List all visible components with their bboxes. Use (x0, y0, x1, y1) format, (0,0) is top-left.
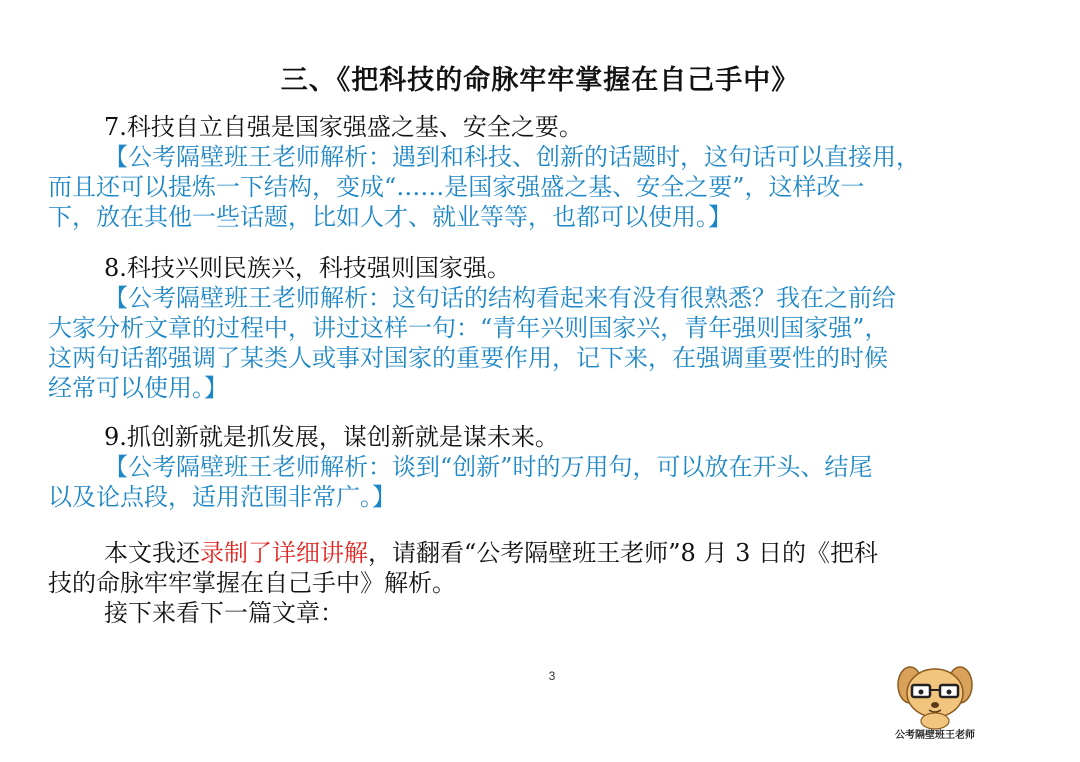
quote-item-7 (48, 112, 1038, 232)
quote-text: 7.科技自立自强是国家强盛之基、安全之要。 (104, 113, 583, 141)
analysis-line: 【公考隔壁班王老师解析：这句话的结构看起来有没有很熟悉？我在之前给 (104, 284, 896, 312)
analysis-line: 大家分析文章的过程中，讲过这样一句：“青年兴则国家兴，青年强则国家强”， (48, 314, 889, 342)
logo-caption: 公考隔壁班王老师 (895, 730, 975, 741)
analysis-line: 【公考隔壁班王老师解析：遇到和科技、创新的话题时，这句话可以直接用， (104, 143, 920, 171)
closing-line-2: 技的命脉牢牢掌握在自己手中》解析。 (48, 569, 456, 597)
page-title: 三、《把科技的命脉牢牢掌握在自己手中》 (280, 65, 800, 96)
analysis-line: 经常可以使用。】 (48, 374, 228, 402)
closing-line-3: 接下来看下一篇文章： (104, 599, 344, 627)
analysis-line: 而且还可以提炼一下结构，变成“……是国家强盛之基、安全之要”，这样改一 (48, 173, 865, 201)
closing-paragraph (48, 538, 1038, 628)
quote-item-8 (48, 253, 1038, 403)
closing-suffix: ，请翻看“公考隔壁班王老师”8 月 3 日的《把科 (368, 539, 878, 567)
analysis-line: 下，放在其他一些话题，比如人才、就业等等，也都可以使用。】 (48, 203, 732, 231)
analysis-line: 以及论点段，适用范围非常广。】 (48, 483, 396, 511)
closing-prefix: 本文我还 (104, 539, 200, 567)
analysis-line: 这两句话都强调了某类人或事对国家的重要作用，记下来，在强调重要性的时候 (48, 344, 888, 372)
closing-line-1 (48, 538, 1038, 568)
quote-item-9 (48, 422, 1038, 512)
recording-highlight: 录制了详细讲解 (200, 539, 368, 567)
quote-text: 8.科技兴则民族兴，科技强则国家强。 (104, 254, 511, 282)
page-number: 3 (548, 669, 556, 683)
quote-text: 9.抓创新就是抓发展，谋创新就是谋未来。 (104, 423, 559, 451)
analysis-line: 【公考隔壁班王老师解析：谈到“创新”时的万用句，可以放在开头、结尾 (104, 453, 873, 481)
